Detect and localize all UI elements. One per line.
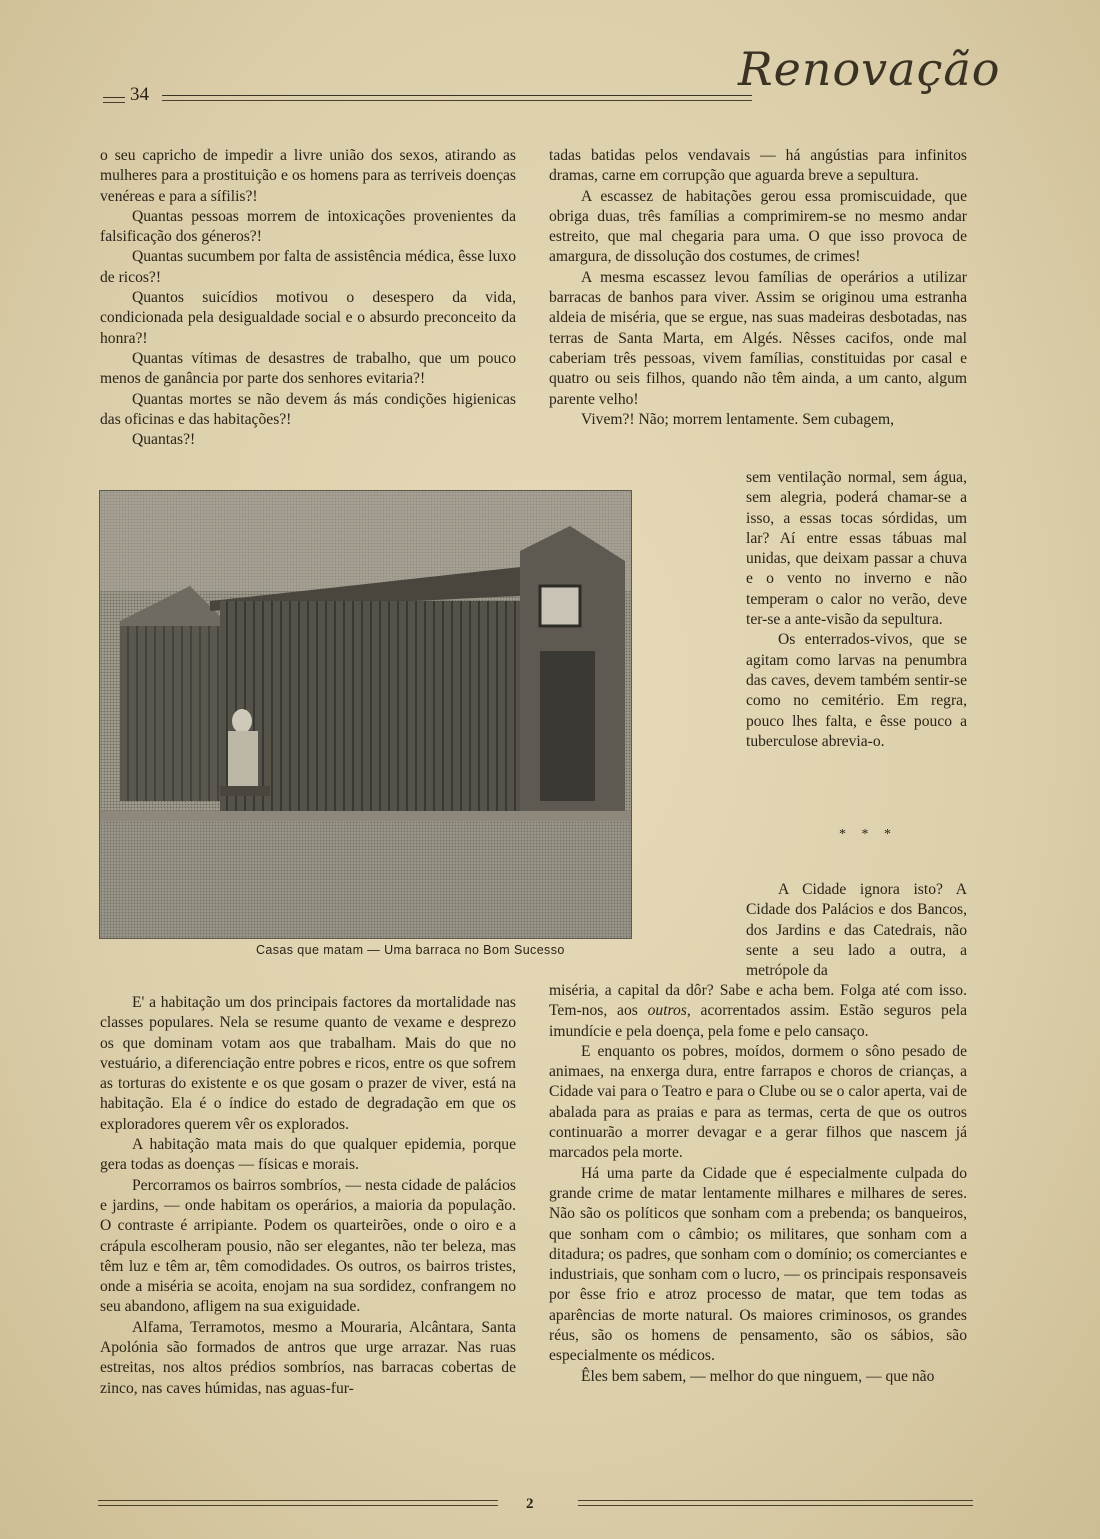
header-rule <box>162 95 752 96</box>
right-column-narrow-2 <box>746 880 967 981</box>
paragraph: o seu capricho de impedir a livre união dos sexos, atirando as mulheres para a prostituição e os homens para as terriveis doenças venéreas e para a sífilis?! <box>100 147 516 205</box>
paragraph: Os enterrados-vivos, que se agitam como larvas na penumbra das caves, devem também sentir-se como no cemitério. Em regra, pouco lhes falta, e êsse pouco a tuberculose abrevia-o. <box>746 631 967 750</box>
footer-rule-right-2 <box>578 1505 973 1506</box>
left-column-top <box>100 146 516 450</box>
paragraph: Quantas pessoas morrem de intoxicações provenientes da falsificação dos géneros?! <box>100 207 516 246</box>
masthead-title: Renovação <box>738 42 1001 96</box>
paragraph: Percorramos os bairros sombríos, — nesta cidade de palácios e jardins, — onde habitam os operários, a maioria da população. O contraste é arripiante. Podem os quarteirões, onde o oiro e a crápula escolheram pousio, não ser elegantes, não ter beleza, mas têm luz e têm ar, têm comodidades. Os outros, os bairros tristes, onde a miséria se acoita, enojam na sua sordidez, confrangem no seu abandono, afligem na sua exiguidade. <box>100 1176 516 1316</box>
paragraph: E' a habitação um dos principais factores da mortalidade nas classes populares. Nela se resume quanto de vexame e desprezo os que dominam votam aos que trabalham. Mais do que no vestuário, a diferenciação entre pobres e ricos, entre os que sofrem as torturas do existente e os que gosam o prazer de viver, está na habitação. Ela é o índice do estado de degradação em que os exploradores querem vêr os explorados. <box>100 994 516 1133</box>
header-rule-left-2 <box>103 102 125 103</box>
footer-rule-left-2 <box>98 1505 498 1506</box>
paragraph: sem ventilação normal, sem água, sem alegria, poderá chamar-se a isso, a essas tocas sórdidas, um lar? Aí entre essas tábuas mal unidas, que deixam passar a chuva e o vento no inverno e não temperam o calor no verão, deve ter-se a ante-visão da sepultura. <box>746 469 967 629</box>
footer-rule-left <box>98 1500 498 1501</box>
paragraph: Êles bem sabem, — melhor do que ninguem, — que não <box>581 1367 935 1385</box>
paragraph: Quantas sucumbem por falta de assistência médica, êsse luxo de ricos?! <box>100 248 516 286</box>
paragraph: Há uma parte da Cidade que é especialmente culpada do grande crime de matar lentamente milhares e milhares de seres. Não são os políticos que sonham com a prebenda; os banqueiros, que sonham com o câmbio; os militares, que sonham com a ditadura; os padres, que sonham com o domínio; os comerciantes e industriais, que sonham com o lucro, — os principais responsaveis por êsse frio e atroz processo de matar, que tem todas as aparências de morte natural. Os maiores criminosos, os grandes réus, são os homens de pensamento, são os sábios, são especialmente os médicos. <box>549 1164 967 1365</box>
paragraph: Quantos suicídios motivou o desespero da vida, condicionada pela desigualdade social e o absurdo preconceito da honra?! <box>100 289 516 347</box>
paragraph: A habitação mata mais do que qualquer epidemia, porque gera todas as doenças — físicas e morais. <box>100 1136 516 1174</box>
paragraph: Quantas mortes se não devem ás más condições higienicas das oficinas e das habitações?! <box>100 390 516 428</box>
footer-page-marker: 2 <box>526 1496 534 1512</box>
section-separator <box>838 828 898 842</box>
paragraph: Vivem?! Não; morrem lentamente. Sem cubagem, <box>581 410 894 428</box>
right-column-bottom <box>549 981 967 1387</box>
paragraph: A Cidade ignora isto? A Cidade dos Palácios e dos Bancos, dos Jardins e das Catedrais, não sente a seu lado a outra, a metrópole da <box>746 881 967 980</box>
paragraph: Quantas vítimas de desastres de trabalho, que um pouco menos de ganância por parte dos senhores evitaria?! <box>100 349 516 388</box>
paragraph: Alfama, Terramotos, mesmo a Mouraria, Alcântara, Santa Apolónia são formados de antros que urge arrazar. Nas ruas estreitas, nos altos prédios sombríos, nas barracas cobertas de zinco, nas caves húmidas, nas aguas-fur- <box>100 1318 516 1397</box>
paragraph: miséria, a capital da dôr? Sabe e acha bem. Folga até com isso. Tem-nos, aos outros, acorrentados assim. Estão seguros pela imundície e pela doença, pela fome e pelo cansaço. <box>549 982 967 1040</box>
paragraph: E enquanto os pobres, moídos, dormem o sôno pesado de animaes, na enxerga dura, entre farrapos e choros de crianças, a Cidade vai para o Teatro e para o Clube ou se o calor aperta, vai de abalada para as praias e para as termas, certa de que os outros continuarão a morrer devagar e a gerar filhos que nascem já marcados pela morte. <box>549 1042 967 1162</box>
paragraph: A escassez de habitações gerou essa promiscuidade, que obriga duas, três famílias a comprimirem-se no mesmo andar estreito, que mal chegaria para uma. O que isso provoca de amargura, de dissolução dos costumes, de crimes! <box>549 187 967 266</box>
photo-caption: Casas que matam — Uma barraca no Bom Sucesso <box>256 943 565 957</box>
left-column-bottom <box>100 993 516 1399</box>
header-rule-left <box>103 97 125 98</box>
right-column-top <box>549 146 967 430</box>
separator-text: * * * <box>839 827 897 842</box>
photo-shack <box>99 490 632 939</box>
paragraph: Quantas?! <box>132 431 196 449</box>
paragraph: A mesma escassez levou famílias de operários a utilizar barracas de banhos para viver. Assim se originou uma estranha aldeia de miséria, que se ergue, nas suas madeiras desbotadas, nas terras de Santa Marta, em Algés. Nêsses cacifos, onde mal caberiam três pessoas, vivem famílias, constituidas por casal e quatro ou seis filhos, quando não têm ainda, a um canto, algum parente velho! <box>549 268 967 408</box>
page-number: 34 <box>130 84 149 105</box>
paragraph: tadas batidas pelos vendavais — há angústias para infinitos dramas, carne em corrupção que aguarda breve a sepultura. <box>549 147 967 185</box>
right-column-narrow <box>746 468 967 752</box>
footer-rule-right <box>578 1500 973 1501</box>
photo-illustration <box>100 491 631 938</box>
header-rule-2 <box>162 100 752 101</box>
